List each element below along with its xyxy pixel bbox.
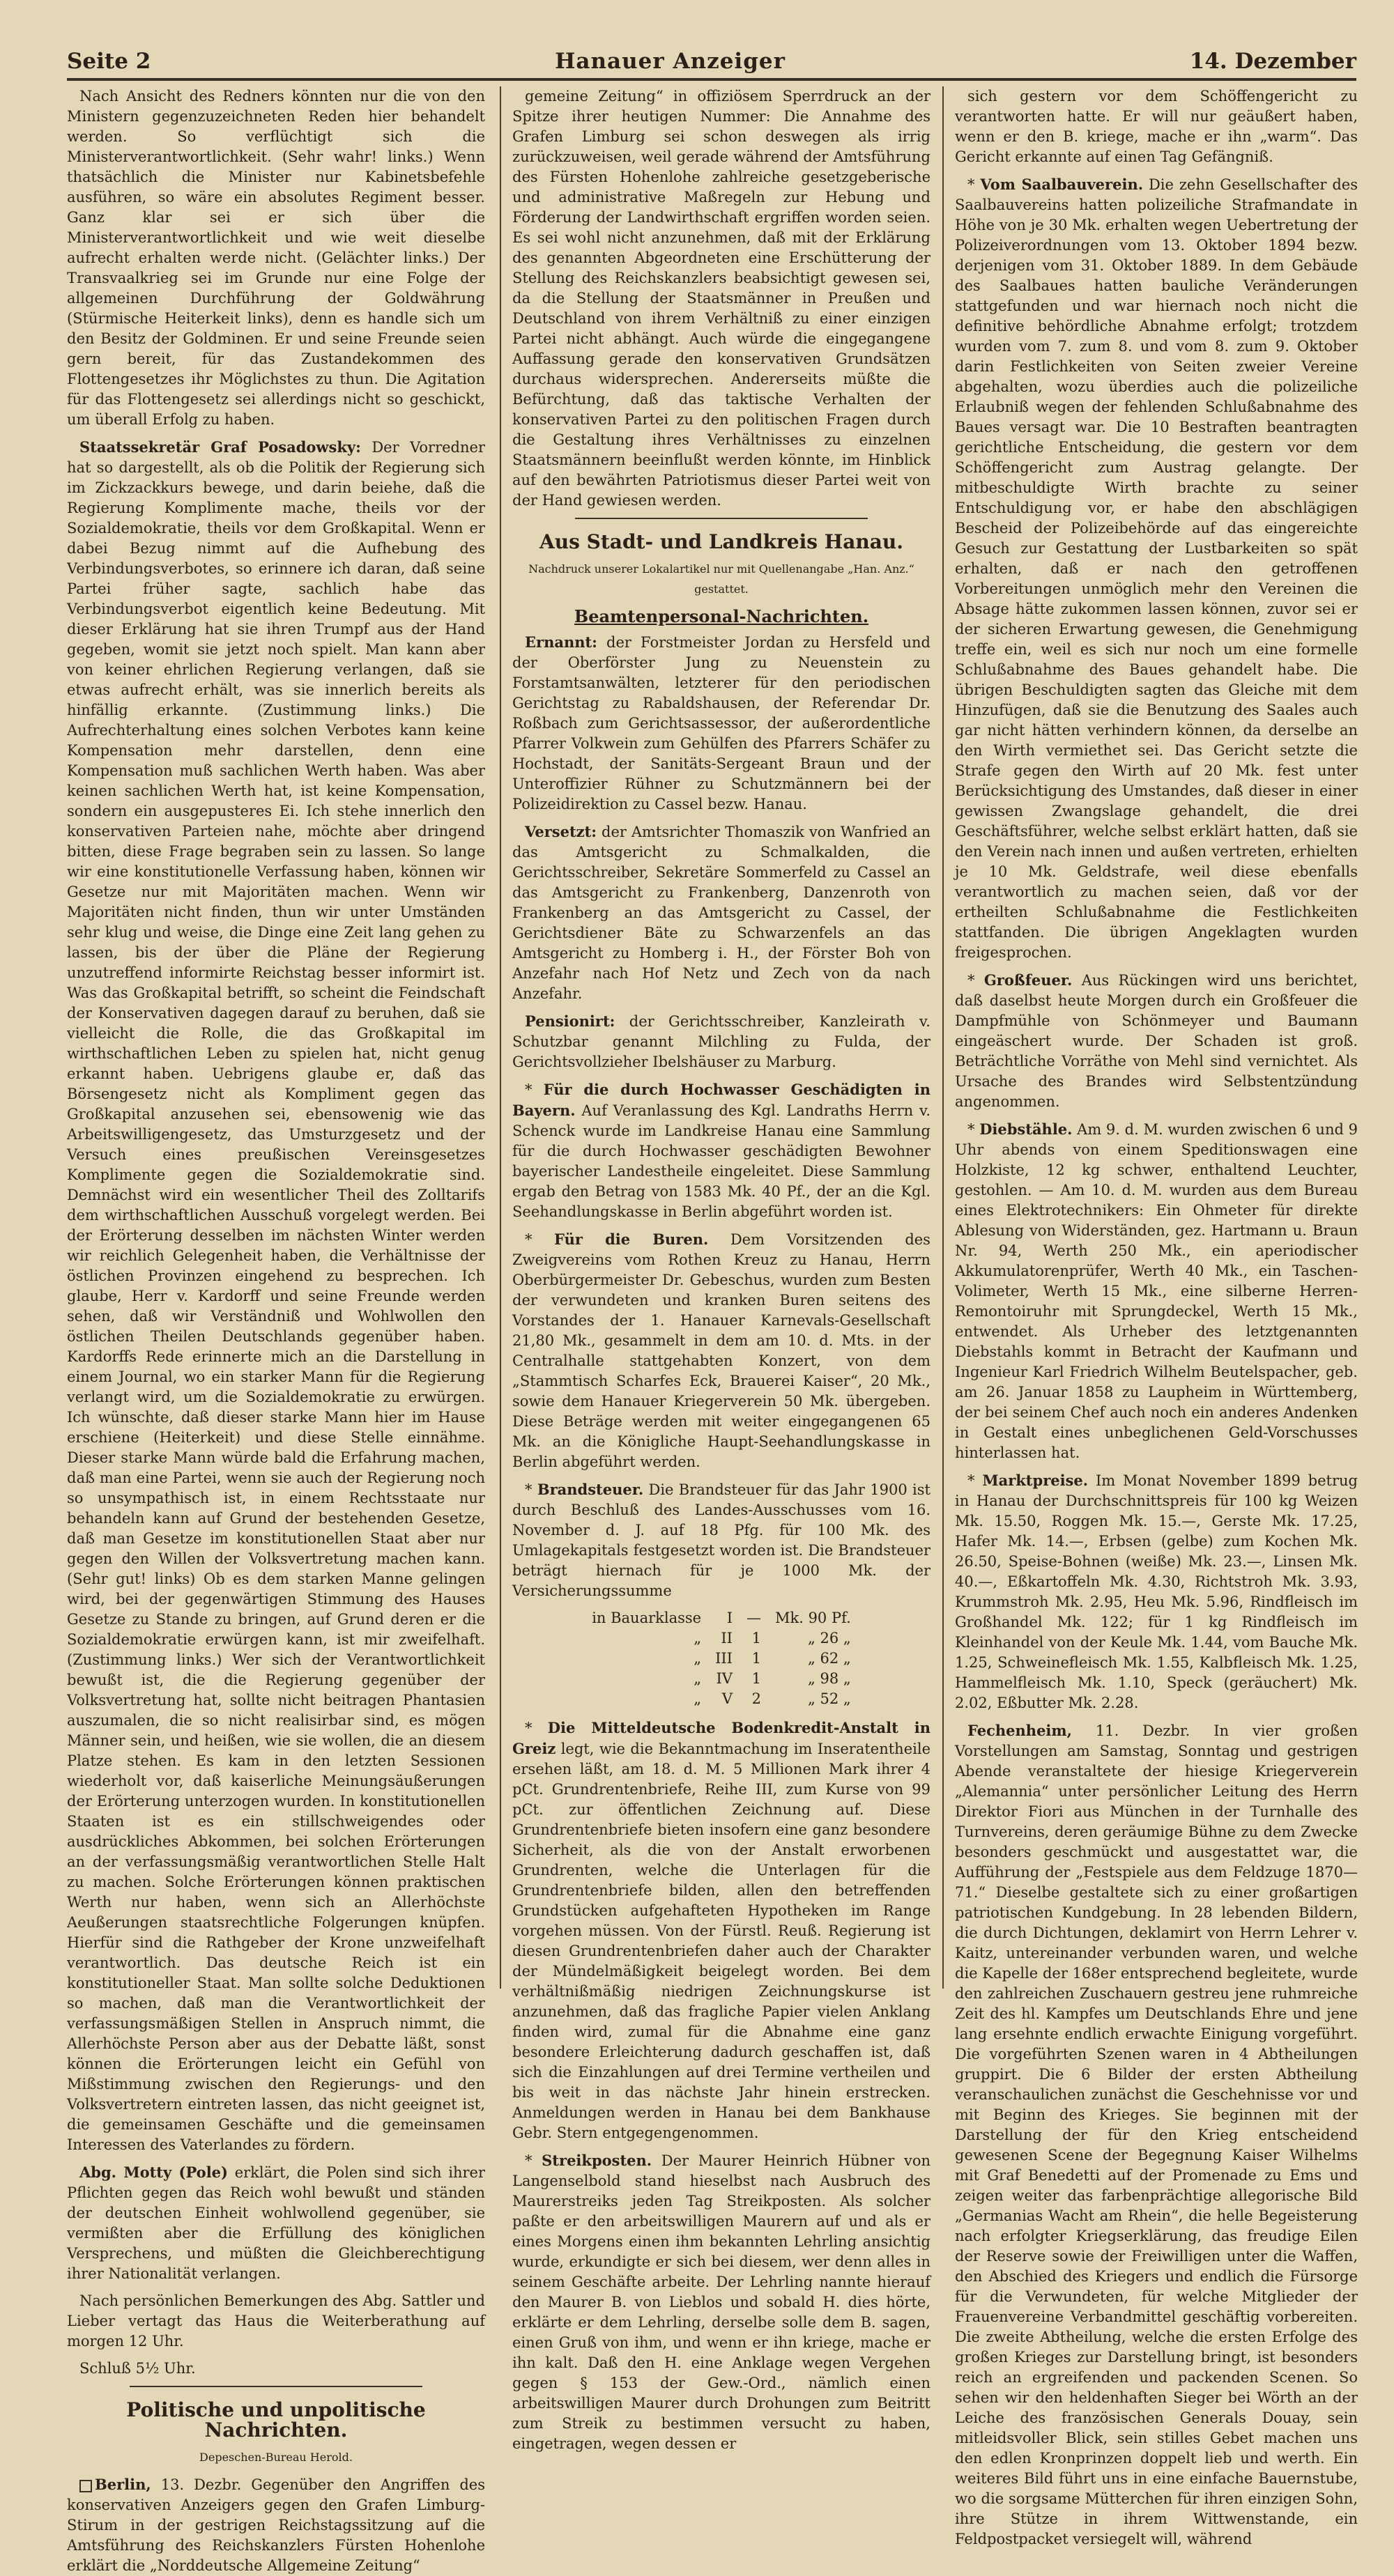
article-paragraph: * Für die durch Hochwasser Geschädigten in Bayern. Auf Veranlassung des Kgl. Landraths Herrn v. Schenck wurde im Landkreise Hanau eine Sammlung für die durch Hochwasser geschädigten Bewohner bayerischer Landestheile eingeleitet. Diese Sammlung ergab den Betrag von 1583 Mk. 40 Pf., der an die Kgl. Seehandlungskasse in Berlin abgeführt worden ist. [512,1081,930,1220]
table-row: in Bauarklasse I — Mk. 90 Pf. [592,1610,851,1626]
article-text: Der Maurer Heinrich Hübner von Langenselbold stand hieselbst nach Ausbruch des Maurerstreiks jeden Tag Streikposten. Als solcher paßte er den arbeitswilligen Maurern auf und als er eines Morgens einen ihm bekannten Lehrling ansichtig wurde, erkundigte er sich bei diesem, wer denn alles in seinem Geschäfte arbeite. Der Lehrling nannte hierauf den Maurer B. von Lieblos und sobald H. dies hörte, erklärte er dem Lehrling, derselbe solle dem B. sagen, einen Gruß von ihm, und wenn er ihn kriege, mache er ihn kalt. Daß den H. eine Anklage wegen Vergehen gegen § 153 der Gew.-Ord., nämlich einen arbeitswilligen Maurer durch Drohungen zum Beitritt zum Streik zu bestimmen versucht zu haben, eingetragen, wegen dessen er [512,2152,930,2452]
dateline: Fechenheim, [967,1722,1072,1739]
column-divider [500,86,501,1989]
article-text: 13. Dezbr. Gegenüber den Angriffen des konservativen Anzeigers gegen den Grafen Limburg-Stirum in der gestrigen Reichstagssitzung auf die Amtsführung des Reichskanzlers Fürsten Hohenlohe erklärt die „Norddeutsche Allgemeine Zeitung“ [67,2476,485,2574]
speech-text: erklärt, die Polen sind sich ihrer Pflichten gegen das Reich wohl bewußt und ständen der deutschen Einheit wohlwollend gegenüber, sie vermißten aber die Erfüllung des königlichen Versprechens, und müßten die Gleichberechtigung ihrer Nationalität verlangen. [67,2164,485,2282]
article-paragraph: * Die Mitteldeutsche Bodenkredit-Anstalt in Greiz legt, wie die Bekanntmachung im Inseratentheile ersehen läßt, am 18. d. M. 5 Millionen Mark ihrer 4 pCt. Grundrentenbriefe, Reihe III, zum Kurse von 99 pCt. zur öffentlichen Zeichnung auf. Diese Grundrentenbriefe bieten insofern eine ganz besondere Sicherheit, als die von der Anstalt erworbenen Grundrenten, welche die Unterlagen für die Grundrentenbriefe bilden, allen den betreffenden Grundstücken aufgehafteten Hypotheken im Range vorgehen müssen. Von der Fürstl. Reuß. Regierung ist diesen Grundrentenbriefen daher auch der Charakter der Mündelmäßigkeit beigelegt worden. Bei dem verhältnißmäßig niedrigen Zeichnungskurse ist anzunehmen, daß das fragliche Papier vielen Anklang finden wird, zumal für die Abnahme eine ganz besondere Erleichterung dadurch geschaffen ist, daß sich die Einzahlungen auf drei Termine vertheilen und bis weit in das nächste Jahr hinein erstrecken. Anmeldungen werden in Hanau bei dem Bankhause Gebr. Stern entgegengenommen. [512,1719,930,2141]
speaker-name: Abg. Motty (Pole) [79,2164,228,2181]
article-text: Dem Vorsitzenden des Zweigvereins vom Rothen Kreuz zu Hanau, Herrn Oberbürgermeister Dr. Gebeschus, wurden zum Besten der verwundeten und kranken Buren seitens des Vorstandes der 1. Hanauer Karnevals-Gesellschaft 21,80 Mk., gesammelt in dem am 10. d. Mts. in der Centralhalle stattgehabten Konzert, von dem „Stammtisch Scharfes Eck, Brauerei Kaiser“, 20 Mk., sowie dem Hanauer Kriegerverein 50 Mk. übergeben. Diese Beträge werden mit weiter eingegangenen 65 Mk. an die Königliche Haupt-Seehandlungskasse in Berlin abgeführt werden. [512,1231,930,1470]
item-label: Pensionirt: [525,1012,615,1030]
article-text: Die Brandsteuer für das Jahr 1900 ist durch Beschluß des Landes-Ausschusses vom 16. November d. J. auf 18 Pfg. für 100 Mk. des Umlagekapitals festgesetzt worden ist. Die Brandsteuer beträgt hiernach für je 1000 Mk. der Versicherungssumme [512,1481,930,1599]
article-paragraph [512,632,930,815]
table-row: „ II 1 „ 26 „ [694,1630,851,1646]
newspaper-title: Hanauer Anzeiger [555,49,786,74]
article-paragraph: * Für die Buren. Dem Vorsitzenden des Zweigvereins vom Rothen Kreuz zu Hanau, Herrn Oberbürgermeister Dr. Gebeschus, wurden zum Besten der verwundeten und kranken Buren seitens des Vorstandes der 1. Hanauer Karnevals-Gesellschaft 21,80 Mk., gesammelt in dem am 10. d. Mts. in der Centralhalle stattgehabten Konzert, von dem „Stammtisch Scharfes Eck, Brauerei Kaiser“, 20 Mk., sowie dem Hanauer Kriegerverein 50 Mk. übergeben. Diese Beträge werden mit weiter eingegangenen 65 Mk. an die Königliche Haupt-Seehandlungskasse in Berlin abgeführt werden. [512,1231,930,1470]
section-title: Politische und unpolitische Nachrichten. [126,2398,426,2442]
article-text: Im Monat November 1899 betrug in Hanau der Durchschnittspreis für 100 kg Weizen Mk. 15.50, Roggen Mk. 15.—, Gerste Mk. 17.25, Hafer Mk. 14.—, Erbsen (gelbe) zum Kochen Mk. 26.50, Speise-Bohnen (weiße) Mk. 23.—, Linsen Mk. 40.—, Eßkartoffeln Mk. 4.30, Richtstroh Mk. 3.93, Krummstroh Mk. 2.95, Heu Mk. 5.96, Rindfleisch im Großhandel Mk. 122; für 1 kg Rindfleisch im Kleinhandel von der Keule Mk. 1.44, vom Bauche Mk. 1.25, Schweinefleisch Mk. 1.55, Kalbfleisch Mk. 1.25, Hammelfleisch Mk. 1.10, Speck (geräuchert) Mk. 2.02, Eßbutter Mk. 2.28. [955,1472,1358,1711]
page-number: Seite 2 [67,49,151,74]
item-text: der Gerichtsschreiber, Kanzleirath v. Schutzbar genannt Milchling zu Fulda, der Gerichtsvollzieher Ibelshäuser zu Marburg. [512,1013,930,1070]
section-rule [130,2386,422,2387]
article-paragraph: Nach Ansicht des Redners könnten nur die von den Ministern gegenzuzeichneten Reden hier behandelt werden. So verflüchtigt sich die Ministerverantwortlichkeit. (Sehr wahr! links.) Wenn thatsächlich die Minister nur Kabinetsbefehle ausführen, so wäre ein absolutes Regiment besser. Ganz klar sei er sich über die Ministerverantwortlichkeit und wie weit dieselbe aufrecht erhalten werde nicht. (Gelächter links.) Der Transvaalkrieg sei im Grunde nur eine Folge der allgemeinen Durchführung der Goldwährung (Stürmische Heiterkeit links), denn es handle sich um den Besitz der Goldminen. Er und seine Freunde seien gern bereit, für das Zustandekommen des Flottengesetzes ihr Möglichstes zu thun. Die Agitation für das Flottengesetz sei allerdings nicht so geschickt, um überall Erfolg zu haben. [67,88,485,428]
article-headline: Streikposten. [542,2152,652,2169]
article-text: 11. Dezbr. In vier großen Vorstellungen am Samstag, Sonntag und gestrigen Abende veranstaltete der hiesige Kriegerverein „Alemannia“ unter persönlicher Leitung des Herrn Direktor Fiori aus München in der Turnhalle des Turnvereins, deren geräumige Bühne zu dem Zwecke besonders geschmückt und ausgestattet war, die Aufführung der „Festspiele aus dem Feldzuge 1870—71.“ Dieselbe gestaltete sich zu einer großartigen patriotischen Kundgebung. In 28 lebenden Bildern, die durch Dichtungen, deklamirt von Herrn Lehrer v. Kaitz, untereinander verbunden waren, und welche die Kapelle der 168er entsprechend begleitete, wurde den zahlreichen Zuschauern gestreu jene ruhmreiche Zeit des hl. Kampfes um Deutschlands Ehre und jene lang ersehnte endlich erwachte Einigung vorgeführt. Die vorgeführten Szenen waren in 4 Abtheilungen gruppirt. Die 6 Bilder der ersten Abtheilung veranschaulichen zunächst die Geschehnisse vor und mit Beginn des Krieges. Sie beginnen mit der Darstellung der für den Krieg entscheidend gewesenen Scene der Begegnung Kaiser Wilhelms mit Graf Benedetti auf der Promenade zu Ems und zeigen weiter das farbenprächtige allegorische Bild „Germanias Wacht am Rhein“, die helle Begeisterung nach erfolgter Kriegserklärung, das freudige Eilen der Reserve sowie der Freiwilligen unter die Waffen, den Abschied des Kriegers und endlich die Fürsorge für die Verwundeten, für welche Mitglieder der Frauenvereine Verbandmittel geschäftig vorbereiten. Die zweite Abtheilung, welche die ersten Erfolge des großen Krieges zur Darstellung bringt, ist besonders reich an ergreifenden und packenden Scenen. So sehen wir den heldenhaften Sieger bei Wörth an der Leiche des französischen Generals Douay, sein mitleidsvoller Blick, sein stilles Gebet machen uns den edlen Kronprinzen doppelt lieb und werth. Ein weiteres Bild führt uns in eine einfache Bauernstube, wo die sorgsame Mütterchen für ihren einzigen Sohn, ihre Stütze in ihrem Wittwenstande, ein Feldpostpacket versiegelt will, während [955,1722,1358,2547]
section-subtitle: Nachdruck unserer Lokalartikel nur mit Quellenangabe „Han. Anz.“ gestattet. [528,562,914,596]
article-headline: Vom Saalbauverein. [980,176,1144,193]
section-rule [575,518,868,519]
item-text: der Amtsrichter Thomaszik von Wanfried an das Amtsgericht zu Schmalkalden, die Gerichtsschreiber, Sekretäre Sommerfeld zu Cassel an das Amtsgericht zu Frankenberg, Danzenroth von Frankenberg an das Amtsgericht zu Cassel, der Gerichtsdiener Bäte zu Schwarzenfels an das Amtsgericht zu Homberg i. H., der Förster Boh von Anzefahr nach Hof Netz und Zech von da nach Anzefahr. [512,824,930,1002]
column-1 [67,86,486,2574]
table-row: „ V 2 „ 52 „ [694,1690,851,1707]
dateline: Berlin, [95,2476,151,2493]
article-paragraph [67,2474,485,2576]
column-divider [942,86,944,1989]
article-text: Die zehn Gesellschafter des Saalbauvereins hatten polizeiliche Strafmandate in Höhe von je 30 Mk. erhalten wegen Uebertretung der Polizeiverordnungen vom 13. Oktober 1894 bezw. derjenigen vom 31. Oktober 1889. In dem Gebäude des Saalbaues hatten bauliche Veränderungen stattgefunden und war hiernach noch nicht die definitive behördliche Abnahme erfolgt; trotzdem wurden vom 7. zum 8. und vom 8. zum 9. Oktober darin Festlichkeiten von Seiten zweier Vereine abgehalten, wozu überdies auch die polizeiliche Erlaubniß wegen der fehlenden Schlußabnahme des Baues versagt war. Die 10 Bestraften beantragten gerichtliche Entscheidung, die gestern vor dem Schöffengericht zum Austrag gelangte. Der mitbeschuldigte Wirth brachte zu seiner Entschuldigung vor, er habe den abschlägigen Bescheid der Polizeibehörde auf das eingereichte Gesuch zur Gestattung der Lustbarkeiten so spät erhalten, daß er nach den getroffenen Vorbereitungen unmöglich mehr den Vereinen die Absage hätte zukommen lassen können, zuvor sei er der sicheren Erwartung gewesen, die Genehmigung treffe ein, weil es sich nur noch um eine formelle Schlußabnahme des Baues gehandelt habe. Die übrigen Beschuldigten sagten das Gleiche mit dem Hinzufügen, daß sie die Benutzung des Saales auch gar nicht hätten verhindern können, da derselbe an den Wirth vermiethet sei. Das Gericht setzte die Strafe gegen den Wirth auf 20 Mk. fest unter Berücksichtigung des Umstandes, daß dieser in einer gewissen Zwangslage gehandelt, die drei Geschäftsführer, welche selbst erklärt hatten, daß sie den Verein nach innen und außen vertreten, erhielten je 10 Mk. Geldstrafe, weil diese ebenfalls verantwortlich zu machen seien, daß vor der ertheilten Schlußabnahme die Festlichkeiten stattfanden. Die übrigen Angeklagten wurden freigesprochen. [955,176,1358,961]
article-headline: Für die durch Hochwasser Geschädigten in Bayern. [512,1081,930,1119]
article-text: Aus Rückingen wird uns berichtet, daß daselbst heute Morgen durch ein Großfeuer die Dampfmühle von Schönmeyer und Baumann eingeäschert wurde. Der Schaden ist groß. Beträchtliche Vorräthe von Mehl sind vernichtet. Als Ursache des Brandes wird Selbstentzündung angenommen. [955,972,1358,1110]
tax-table [585,1608,858,1709]
article-text: legt, wie die Bekanntmachung im Inseratentheile ersehen läßt, am 18. d. M. 5 Millionen Mark ihrer 4 pCt. Grundrentenbriefe, Reihe III, zum Kurse von 99 pCt. zur öffentlichen Zeichnung auf. Diese Grundrentenbriefe bieten insofern eine ganz besondere Sicherheit, als die von der Anstalt erworbenen Grundrenten, welche die Unterlagen für die Grundrentenbriefe bilden, allen den betreffenden Grundstücken aufgehafteten Hypotheken im Range vorgehen müssen. Von der Fürstl. Reuß. Regierung ist diesen Grundrentenbriefen daher auch der Charakter der Mündelmäßigkeit beigelegt worden. Bei dem verhältnißmäßig niedrigen Zeichnungskurse ist anzunehmen, daß das fragliche Papier vielen Anklang finden wird, zumal für die Abnahme eine ganz besondere Erleichterung dadurch geschaffen ist, daß sich die Einzahlungen auf drei Termine vertheilen und bis weit in das nächste Jahr hinein erstrecken. Anmeldungen werden in Hanau bei dem Bankhause Gebr. Stern entgegengenommen. [512,1741,930,2141]
page-header [67,28,1356,81]
article-headline: Marktpreise. [982,1472,1089,1489]
article-paragraph: * Vom Saalbauverein. Die zehn Gesellschafter des Saalbauvereins hatten polizeiliche Strafmandate in Höhe von je 30 Mk. erhalten wegen Uebertretung der Polizeiverordnungen vom 13. Oktober 1894 bezw. derjenigen vom 31. Oktober 1889. In dem Gebäude des Saalbaues hatten bauliche Veränderungen stattgefunden und war hiernach noch nicht die definitive behördliche Abnahme erfolgt; trotzdem wurden vom 7. zum 8. und vom 8. zum 9. Oktober darin Festlichkeiten von Seiten zweier Vereine abgehalten, wozu überdies auch die polizeiliche Erlaubniß wegen der fehlenden Schlußabnahme des Baues versagt war. Die 10 Bestraften beantragten gerichtliche Entscheidung, die gestern vor dem Schöffengericht zum Austrag gelangte. Der mitbeschuldigte Wirth brachte zu seiner Entschuldigung vor, er habe den abschlägigen Bescheid der Polizeibehörde auf das eingereichte Gesuch zur Gestattung der Lustbarkeiten so spät erhalten, daß er nach den getroffenen Vorbereitungen unmöglich mehr den Vereinen die Absage hätte zukommen lassen können, zuvor sei er der sicheren Erwartung gewesen, die Genehmigung treffe ein, weil es sich nur noch um eine formelle Schlußabnahme des Baues gehandelt habe. Die übrigen Beschuldigten sagten das Gleiche mit dem Hinzufügen, daß sie die Benutzung des Saales auch gar nicht hätten verhindern können, da derselbe an den Wirth vermiethet sei. Das Gericht setzte die Strafe gegen den Wirth auf 20 Mk. fest unter Berücksichtigung des Umstandes, daß dieser in einer gewissen Zwangslage gehandelt, die drei Geschäftsführer, welche selbst erklärt hatten, daß sie den Verein nach innen und außen vertreten, erhielten je 10 Mk. Geldstrafe, weil diese ebenfalls verantwortlich zu machen seien, daß vor der ertheilten Schlußabnahme die Festlichkeiten stattfanden. Die übrigen Angeklagten wurden freigesprochen. [955,176,1358,961]
article-headline: Brandsteuer. [537,1481,644,1498]
item-text: der Forstmeister Jordan zu Hersfeld und der Oberförster Jung zu Neuenstein zu Forstamtsanwälten, letzterer für den periodischen Gerichtstag zu Rabaldshausen, der Referendar Dr. Roßbach zum Gerichtsassessor, der außerordentliche Pfarrer Volkwein zum Gehülfen des Pfarrers Schäfer zu Hochstadt, der Sanitäts-Sergeant Braun und der Unteroffizier Rühner zu Schutzmännern bei der Polizeidirektion zu Cassel bezw. Hanau. [512,634,930,812]
table-row: „ III 1 „ 62 „ [694,1650,851,1667]
article-paragraph [512,822,930,1004]
article-headline: Für die Buren. [554,1231,709,1248]
article-headline: Diebstähle. [979,1120,1073,1138]
issue-date: 14. Dezember [1189,49,1356,74]
item-label: Versetzt: [525,823,597,840]
bullet-icon [79,2480,92,2492]
article-text: Am 9. d. M. wurden zwischen 6 und 9 Uhr abends von einem Speditionswagen eine Holzkiste, 12 kg schwer, enthaltend Leuchter, gestohlen. — Am 10. d. M. wurden aus dem Bureau eines Elektrotechnikers: Ein Ohmeter für direkte Ablesung von Widerständen, gez. Hartmann u. Braun Nr. 94, Werth 250 Mk., ein aperiodischer Akkumulatorenprüfer, Werth 40 Mk., ein Taschen-Volimeter, Werth 15 Mk., eine silberne Herren-Remontoiruhr mit Sprungdeckel, Werth 15 Mk., entwendet. Als Urheber des letztgenannten Diebstahls kommt in Betracht der Kaufmann und Ingenieur Karl Friedrich Wilhelm Beutelspacher, geb. am 26. Januar 1858 zu Laupheim in Württemberg, der bei seinem Chef auch noch ein anderes Andenken in Gestalt eines unbeglichenen Geld-Vorschusses hinterlassen hat. [955,1121,1358,1461]
subsection-title: Beamtenpersonal-Nachrichten. [574,606,869,626]
section-subtitle: Depeschen-Bureau Herold. [199,2451,353,2464]
article-headline: Die Mitteldeutsche Bodenkredit-Anstalt in Greiz [512,1719,930,1757]
article-paragraph: Nach persönlichen Bemerkungen des Abg. Sattler und Lieber vertagt das Haus die Weiterberathung auf morgen 12 Uhr. [67,2292,486,2350]
article-paragraph [67,437,485,2155]
article-paragraph: * Diebstähle. Am 9. d. M. wurden zwischen 6 und 9 Uhr abends von einem Speditionswagen eine Holzkiste, 12 kg schwer, enthaltend Leuchter, gestohlen. — Am 10. d. M. wurden aus dem Bureau eines Elektrotechnikers: Ein Ohmeter für direkte Ablesung von Widerständen, gez. Hartmann u. Braun Nr. 94, Werth 250 Mk., ein aperiodischer Akkumulatorenprüfer, Werth 40 Mk., ein Taschen-Volimeter, Werth 15 Mk., eine silberne Herren-Remontoiruhr mit Sprungdeckel, Werth 15 Mk., entwendet. Als Urheber des letztgenannten Diebstahls kommt in Betracht der Kaufmann und Ingenieur Karl Friedrich Wilhelm Beutelspacher, geb. am 26. Januar 1858 zu Laupheim in Württemberg, der bei seinem Chef auch noch ein anderes Andenken in Gestalt eines unbeglichenen Geld-Vorschusses hinterlassen hat. [955,1120,1358,1461]
article-text: Auf Veranlassung des Kgl. Landraths Herrn v. Schenck wurde im Landkreise Hanau eine Sammlung für die durch Hochwasser geschädigten Bewohner bayerischer Landestheile eingeleitet. Diese Sammlung ergab den Betrag von 1583 Mk. 40 Pf., der an die Kgl. Seehandlungskasse in Berlin abgeführt worden ist. [512,1102,930,1220]
section-title: Aus Stadt- und Landkreis Hanau. [539,530,903,553]
speech-text: Der Vorredner hat so dargestellt, als ob die Politik der Regierung sich im Zickzackkurs bewege, und darin beiehe, daß die Regierung Komplimente mache, theils vor der Sozialdemokratie, theils vor dem Großkapital. Wenn er dabei Bezug nimmt auf die Aufhebung des Verbindungsverbotes, so erinnere ich daran, daß seine Partei früher sagte, sachlich habe das Verbindungsverbot eigentlich keine Bedeutung. Mit dieser Erklärung hat sie ihren Trumpf aus der Hand gegeben, womit sie jetzt noch spielt. Man kann aber von keiner ehrlichen Regierung verlangen, daß sie etwas aufrecht erhält, was sie innerlich bereits als hinfällig erkannte. (Zustimmung links.) Die Aufrechterhaltung eines solchen Verbotes kann keine Kompensation mehr darstellen, denn eine Kompensation muß sachlichen Werth haben. Was aber keinen sachlichen Werth hat, ist keine Kompensation, sondern ein ausgepusteres Ei. Ich stehe innerlich den konservativen Parteien nahe, möchte aber dringend bitten, diese Frage begraben sein zu lassen. So lange wir eine konstitutionelle Verfassung haben, können wir Gesetze nur mit Majoritäten machen. Wenn wir Majoritäten nicht finden, thun wir unter Umständen sehr klug und weise, die Dinge eine Zeit lang gehen zu lassen, bis der über die Pläne der Regierung unzutreffend informirte Reichstag besser informirt ist. Was das Großkapital betrifft, so scheint die Feindschaft der Konservativen dagegen darauf zu beruhen, daß sie vielleicht die Rolle, die das Großkapital im wirthschaftlichen Leben zu spielen hat, nicht genug erkannt haben. Uebrigens glaube er, daß das Börsengesetz nicht als Kompliment gegen das Großkapital anzusehen sei, ebensowenig wie das Arbeitswilligengesetz, das Umsturzgesetz und der Versuch eines preußischen Vereinsgesetzes Komplimente gegen die Sozialdemokratie sind. Demnächst wird ein wesentlicher Theil des Zolltarifs dem wirthschaftlichen Ausschuß vorgelegt werden. Bei der Erörterung desselben im nächsten Winter werden wir reichlich Gelegenheit haben, die Verhältnisse der östlichen Provinzen eingehend zu besprechen. Ich glaube, Herr v. Kardorff und seine Freunde werden sehen, daß wir Verständniß und Wohlwollen den östlichen Theilen Deutschlands gegenüber haben. Kardorffs Rede erinnerte mich an die Darstellung in einem Journal, wo ein starker Mann für die Regierung verlangt wird, um die Sozialdemokratie zu erwürgen. Ich wünschte, daß dieser starke Mann hier im Hause erschiene (Heiterkeit) und diese Stelle einnähme. Dieser starke Mann würde bald die Erfahrung machen, daß man eine Partei, wenn sie auch der Regierung noch so unsympathisch ist, in einem Rechtsstaate nur behandeln kann auf Grund der bestehenden Gesetze, daß man Gesetze im konstitutionellen Staat aber nur gegen den Willen der Volksvertretung machen kann. (Sehr gut! links) Ob es dem starken Manne gelingen wird, bei der gegenwärtigen Stimmung des Hauses Gesetze zu Stande zu bringen, auf Grund deren er die Sozialdemokratie erwürgen kann, ist mir zweifelhaft. (Zustimmung links.) Wer sich der Verantwortlichkeit bewußt ist, die die Regierung gegenüber der Volksvertretung hat, sollte nicht beitragen Phantasien auszumalen, die so nicht realisirbar sind, es mögen Männer sein, und heißen, wie sie wollen, die an diesem Platze stehen. Es kam in den letzten Sessionen wiederholt vor, daß kaiserliche Meinungsäußerungen der Erörterung unterzogen wurden. In konstitutionellen Staaten ist es ein stillschweigendes oder ausdrückliches Abkommen, bei solchen Erörterungen an der verfassungsmäßig verantwortlichen Stelle Halt zu machen. Solche Erörterungen können praktischen Werth nur haben, wenn sich an Allerhöchste Aeußerungen staatsrechtliche Folgerungen knüpfen. Hierfür sind die Rathgeber der Krone unzweifelhaft verantwortlich. Das deutsche Reich ist ein konstitutioneller Staat. Man sollte solche Deduktionen so machen, daß man die Verantwortlichkeit der verfassungsmäßigen Stellen in Anspruch nimmt, die Allerhöchste Person aber aus der Debatte läßt, sonst können die Erörterungen leicht ein Gefühl von Mißstimmung zwischen den Regierungs- und den Volksvertretern eintreten lassen, das nicht geeignet ist, die gemeinsamen Geschäfte und die gemeinsamen Interessen des Vaterlandes zu fördern. [67,439,485,2153]
article-headline: Großfeuer. [983,971,1073,989]
article-paragraph: * Marktpreise. Im Monat November 1899 betrug in Hanau der Durchschnittspreis für 100 kg Weizen Mk. 15.50, Roggen Mk. 15.—, Gerste Mk. 17.25, Hafer Mk. 14.—, Erbsen (gelbe) zum Kochen Mk. 26.50, Speise-Bohnen (weiße) Mk. 23.—, Linsen Mk. 40.—, Eßkartoffeln Mk. 4.30, Richtstroh Mk. 3.93, Krummstroh Mk. 2.95, Heu Mk. 5.96, Rindfleisch im Großhandel Mk. 122; für 1 kg Rindfleisch im Kleinhandel von der Keule Mk. 1.44, vom Bauche Mk. 1.25, Schweinefleisch Mk. 1.55, Kalbfleisch Mk. 1.25, Hammelfleisch Mk. 1.10, Speck (geräuchert) Mk. 2.02, Eßbutter Mk. 2.28. [955,1472,1358,1711]
article-paragraph [67,2162,485,2284]
article-paragraph: sich gestern vor dem Schöffengericht zu verantworten hatte. Er will nur geäußert haben, wenn er den B. kriege, mache er ihn „warm“. Das Gericht erkannte auf einen Tag Gefängniß. [955,88,1358,165]
item-label: Ernannt: [525,633,597,651]
article-paragraph [512,1011,930,1072]
article-paragraph: * Streikposten. Der Maurer Heinrich Hübner von Langenselbold stand hieselbst nach Ausbruch des Maurerstreiks jeden Tag Streikposten. Als solcher paßte er den arbeitswilligen Maurern auf und als er eines Morgens einen ihm bekannten Lehrling ansichtig wurde, erkundigte er sich bei diesem, wer denn alles in seinem Geschäfte arbeite. Der Lehrling nannte hierauf den Maurer B. von Lieblos und sobald H. dies hörte, erklärte er dem Lehrling, derselbe solle dem B. sagen, einen Gruß von ihm, und wenn er ihn kriege, mache er ihn kalt. Daß den H. eine Anklage wegen Vergehen gegen § 153 der Gew.-Ord., nämlich einen arbeitswilligen Maurer durch Drohungen zum Beitritt zum Streik zu bestimmen versucht zu haben, eingetragen, wegen dessen er [512,2152,930,2452]
table-row: „ IV 1 „ 98 „ [694,1670,851,1687]
column-2 [512,86,930,2452]
speaker-name: Staatssekretär Graf Posadowsky: [79,438,361,456]
article-paragraph: gemeine Zeitung“ in offiziösem Sperrdruck an der Spitze ihrer heutigen Nummer: Die Annahme des Grafen Limburg sei schon deswegen als irrig zurückzuweisen, weil gerade während der Amtsführung des Fürsten Hohenlohe zahlreiche gesetzgeberische und administrative Maßregeln zur Hebung und Förderung der Landwirthschaft ergriffen worden seien. Es sei wohl nicht anzunehmen, daß mit der Erklärung des genannten Abgeordneten eine Erschütterung der Stellung des Reichskanzlers beabsichtigt gewesen sei, da die Stellung der Staatsmänner in Preußen und Deutschland von ihrem Verhältniß zu einer einzigen Partei nicht abhängt. Auch würde die eingegangene Auffassung gerade den konservativen Grundsätzen durchaus widersprechen. Andererseits müßte die Befürchtung, daß das taktische Verhalten der konservativen Partei zu den politischen Fragen durch die Gestaltung ihres Verhältnisses zu einzelnen Staatsmännern beeinflußt werden könnte, im Hinblick auf den bewährten Patriotismus dieser Partei weit von der Hand gewiesen werden. [512,88,930,509]
article-paragraph [955,1720,1358,2550]
closing-note: Schluß 5½ Uhr. [79,2360,196,2377]
column-3 [955,86,1358,2547]
article-paragraph: * Großfeuer. Aus Rückingen wird uns berichtet, daß daselbst heute Morgen durch ein Großfeuer die Dampfmühle von Schönmeyer und Baumann eingeäschert wurde. Der Schaden ist groß. Beträchtliche Vorräthe von Mehl sind vernichtet. Als Ursache des Brandes wird Selbstentzündung angenommen. [955,971,1358,1110]
article-paragraph: * Brandsteuer. Die Brandsteuer für das Jahr 1900 ist durch Beschluß des Landes-Ausschusses vom 16. November d. J. auf 18 Pfg. für 100 Mk. des Umlagekapitals festgesetzt worden ist. Die Brandsteuer beträgt hiernach für je 1000 Mk. der Versicherungssumme [512,1481,930,1599]
